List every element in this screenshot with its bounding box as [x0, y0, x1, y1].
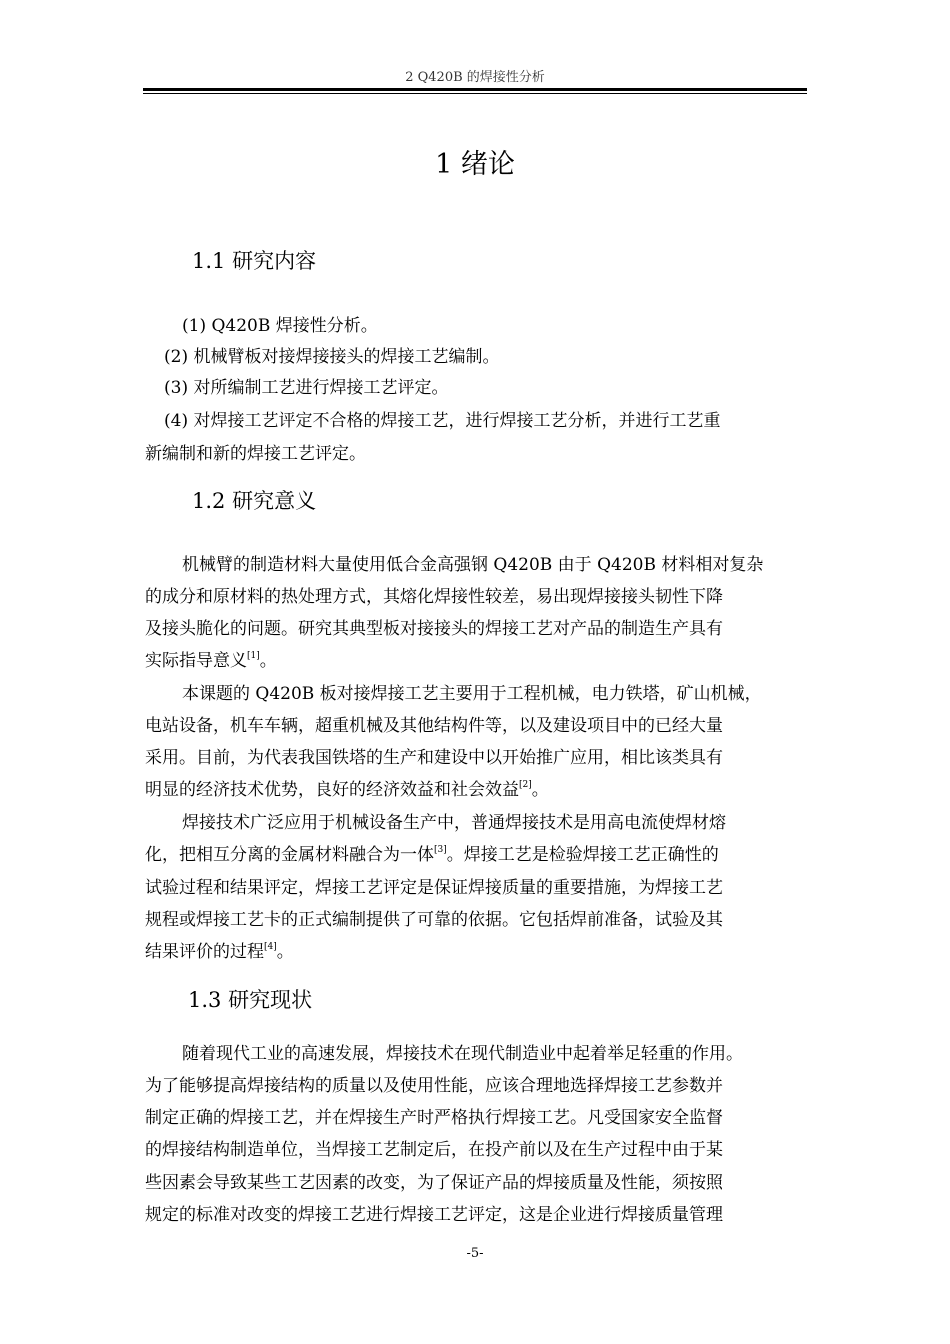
paragraph-line: 机械臂的制造材料大量使用低合金高强钢 Q420B 由于 Q420B 材料相对复杂: [182, 555, 764, 575]
paragraph-line: 规定的标准对改变的焊接工艺进行焊接工艺评定，这是企业进行焊接质量管理: [145, 1205, 723, 1225]
paragraph-line: [145, 782, 549, 799]
paragraph-line: 为了能够提高焊接结构的质量以及使用性能，应该合理地选择焊接工艺参数并: [145, 1076, 723, 1096]
citation-ref: [2]: [519, 780, 532, 790]
paragraph-text: 化，把相互分离的金属材料融合为一体: [145, 845, 434, 865]
section-heading-1-2: 1.2 研究意义: [192, 489, 317, 513]
paragraph-line: 的焊接结构制造单位，当焊接工艺制定后，在投产前以及在生产过程中由于某: [145, 1140, 723, 1160]
paragraph-line: 焊接技术广泛应用于机械设备生产中，普通焊接技术是用高电流使焊材熔: [182, 813, 726, 833]
paragraph-line: 规程或焊接工艺卡的正式编制提供了可靠的依据。它包括焊前准备，试验及其: [145, 910, 723, 930]
paragraph-line: 电站设备，机车车辆，超重机械及其他结构件等，以及建设项目中的已经大量: [145, 716, 723, 736]
paragraph-line: [145, 944, 294, 961]
paragraph-line: 采用。目前，为代表我国铁塔的生产和建设中以开始推广应用，相比该类具有: [145, 748, 723, 768]
citation-ref: [3]: [434, 845, 447, 855]
running-header: 2 Q420B 的焊接性分析: [405, 70, 545, 85]
list-item-continuation: 新编制和新的焊接工艺评定。: [145, 444, 366, 464]
paragraph-line: [145, 653, 277, 670]
paragraph-text: 明显的经济技术优势，良好的经济效益和社会效益: [145, 780, 519, 800]
header-rule-thin: [143, 93, 807, 94]
list-item: (2) 机械臂板对接焊接接头的焊接工艺编制。: [164, 347, 500, 367]
paragraph-line: 的成分和原材料的热处理方式，其熔化焊接性较差，易出现焊接接头韧性下降: [145, 587, 723, 607]
paragraph-line: 制定正确的焊接工艺，并在焊接生产时严格执行焊接工艺。凡受国家安全监督: [145, 1108, 723, 1128]
citation-ref: [4]: [264, 942, 277, 952]
paragraph-text: 。焊接工艺是检验焊接工艺正确性的: [446, 845, 719, 865]
paragraph-line: 本课题的 Q420B 板对接焊接工艺主要用于工程机械，电力铁塔，矿山机械，: [182, 684, 762, 704]
paragraph-line: [145, 847, 719, 864]
paragraph-line: 试验过程和结果评定，焊接工艺评定是保证焊接质量的重要措施，为焊接工艺: [145, 878, 723, 898]
paragraph-text: 。: [259, 651, 277, 671]
list-item: (4) 对焊接工艺评定不合格的焊接工艺，进行焊接工艺分析，并进行工艺重: [164, 411, 721, 431]
section-heading-1-3: 1.3 研究现状: [188, 988, 313, 1012]
section-heading-1-1: 1.1 研究内容: [192, 249, 317, 273]
paragraph-text: 结果评价的过程: [145, 942, 264, 962]
list-item: (3) 对所编制工艺进行焊接工艺评定。: [164, 378, 449, 398]
list-item: (1) Q420B 焊接性分析。: [182, 316, 378, 336]
citation-ref: [1]: [247, 651, 260, 661]
chapter-title: 1 绪论: [435, 149, 515, 180]
paragraph-text: 。: [531, 780, 549, 800]
header-rule-thick: [143, 88, 807, 91]
paragraph-text: 。: [276, 942, 294, 962]
page-number: -5-: [466, 1246, 484, 1261]
paragraph-line: 随着现代工业的高速发展，焊接技术在现代制造业中起着举足轻重的作用。: [182, 1044, 743, 1064]
paragraph-line: 些因素会导致某些工艺因素的改变，为了保证产品的焊接质量及性能，须按照: [145, 1173, 723, 1193]
paragraph-text: 实际指导意义: [145, 651, 247, 671]
paragraph-line: 及接头脆化的问题。研究其典型板对接接头的焊接工艺对产品的制造生产具有: [145, 619, 723, 639]
